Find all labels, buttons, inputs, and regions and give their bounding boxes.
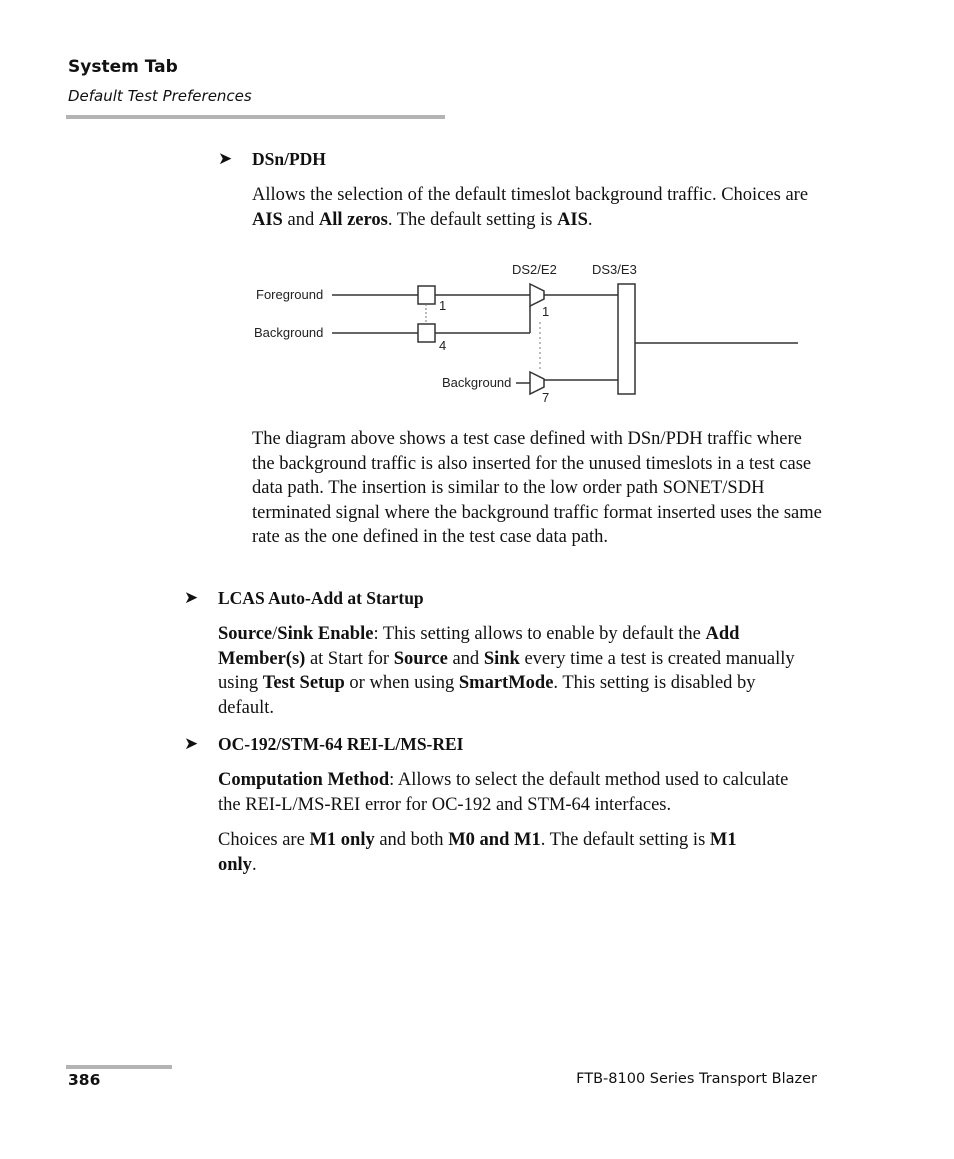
text-run: at Start for — [305, 648, 394, 669]
section-heading-lcas — [184, 588, 424, 609]
foreground-timeslot-box — [418, 286, 435, 304]
mux-1-label: 1 — [542, 304, 550, 319]
ds2e2-mux-top — [530, 284, 544, 306]
text-run: . The default setting is — [387, 209, 558, 230]
bold-term: Add Member(s) — [218, 624, 740, 669]
text-run: and — [282, 209, 319, 230]
bold-term: Test Setup — [262, 673, 345, 694]
text-run: / — [272, 624, 278, 644]
foreground-label: Foreground — [256, 287, 324, 302]
heading-text: DSn/PDH — [252, 149, 326, 169]
bold-term: Computation Method — [218, 770, 390, 790]
background-label-1: Background — [254, 325, 324, 340]
dsn-intro-paragraph — [252, 183, 812, 232]
text-run: . — [251, 854, 257, 875]
ds2e2-label: DS2/E2 — [512, 262, 557, 277]
text-run: and — [447, 648, 484, 669]
background-label-2: Background — [442, 375, 512, 390]
heading-text: OC-192/STM-64 REI-L/MS-REI — [218, 734, 464, 754]
text-run: . The default setting is — [540, 830, 710, 850]
timeslot-1-label: 1 — [439, 298, 447, 313]
arrow-bullet-icon: ➤ — [184, 588, 199, 607]
oc192-choices-paragraph — [218, 828, 778, 877]
bold-term: Sink — [483, 648, 520, 669]
section-heading-oc192 — [184, 734, 464, 755]
ds3e3-label: DS3/E3 — [592, 262, 637, 277]
text-run: : Allows to select the default method used to calculate the REI-L/MS-REI error for OC-192 and STM-64 interfaces. — [218, 770, 789, 815]
section-heading-dsn — [218, 149, 326, 170]
arrow-bullet-icon: ➤ — [218, 149, 233, 168]
oc192-computation-paragraph — [218, 768, 810, 817]
page-number: 386 — [68, 1071, 101, 1089]
text-run: or when using — [344, 673, 459, 694]
text-run: Choices are — [218, 830, 310, 850]
text-run: every time a test is created manually using — [218, 648, 795, 694]
text-run: and both — [374, 830, 449, 850]
footer-divider — [66, 1065, 172, 1069]
text-run: . This setting is disabled by default. — [218, 673, 756, 718]
bold-term: Sink Enable — [277, 624, 374, 644]
mux-7-label: 7 — [542, 390, 550, 405]
bold-term: M1 only — [218, 830, 737, 875]
dsn-diagram-description — [252, 427, 822, 550]
text-run: . — [587, 209, 593, 230]
text-run: : This setting allows to enable by default the — [373, 624, 706, 644]
arrow-bullet-icon: ➤ — [184, 734, 199, 753]
bold-term: SmartMode — [458, 673, 554, 694]
page-subtitle: Default Test Preferences — [68, 87, 252, 105]
bold-term: AIS — [557, 209, 588, 230]
page-title: System Tab — [68, 57, 178, 77]
timeslot-diagram — [248, 258, 808, 410]
text-run: Allows the selection of the default timeslot background traffic. Choices are — [252, 185, 809, 205]
heading-text: LCAS Auto-Add at Startup — [218, 588, 424, 608]
bold-term: AIS — [252, 209, 283, 230]
lcas-paragraph — [218, 622, 810, 720]
bold-term: All zeros — [318, 209, 388, 230]
bold-term: M1 only — [309, 830, 375, 850]
bold-term: Source — [393, 648, 448, 669]
text-run: The diagram above shows a test case defined with DSn/PDH traffic where the background traffic is also inserted for the unused timeslots in a test case data path. The insertion is similar to the low order path SONET/SDH terminated signal where the background traffic format inserted uses the same rate as the one defined in the test case data path. — [252, 429, 822, 548]
header-divider — [66, 115, 445, 119]
ds3e3-mux — [618, 284, 635, 394]
timeslot-4-label: 4 — [439, 338, 447, 353]
background-timeslot-box — [418, 324, 435, 342]
bold-term: M0 and M1 — [448, 830, 541, 850]
product-name: FTB-8100 Series Transport Blazer — [576, 1071, 817, 1087]
bold-term: Source — [218, 624, 273, 644]
